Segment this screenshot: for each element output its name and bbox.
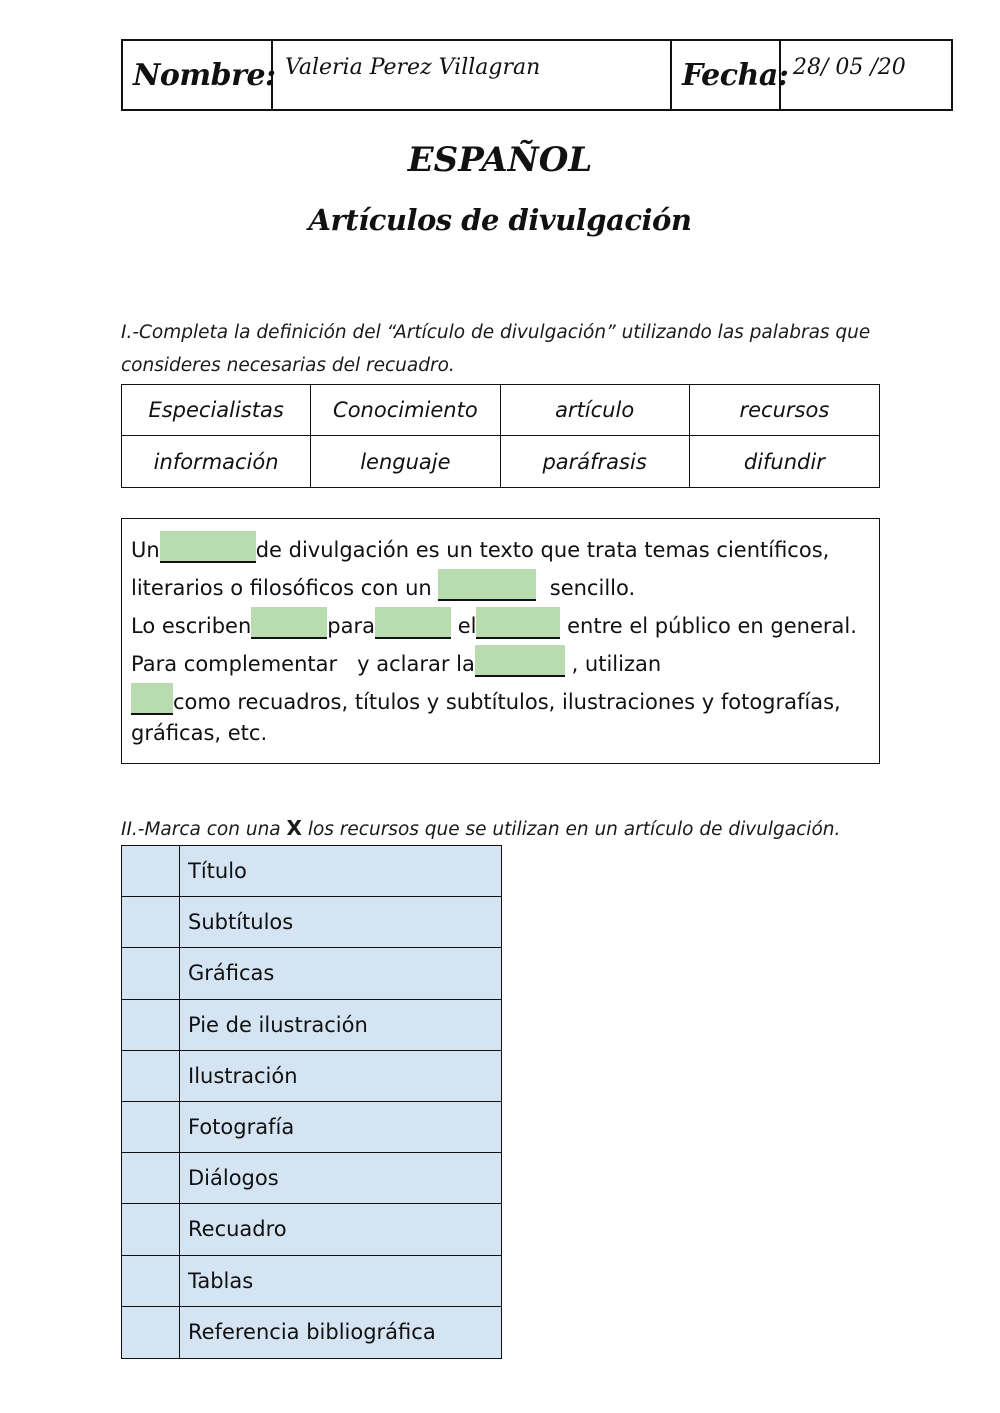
text: entre el público en general. [567, 614, 857, 638]
table-row [122, 1102, 501, 1153]
blank-field-4[interactable] [375, 607, 451, 639]
text: de divulgación es un texto que trata temas científicos, [255, 538, 830, 562]
instruction-1-line1: I.-Completa la definición del “Artículo de divulgación” utilizando las palabras que [121, 322, 871, 343]
paragraph-line-2 [131, 569, 635, 601]
definition-paragraph [121, 518, 880, 764]
table-row [122, 948, 501, 999]
word-bank-item: Especialistas [122, 385, 311, 436]
text: el [457, 614, 477, 638]
word-bank-item: artículo [501, 385, 690, 436]
blank-field-3[interactable] [251, 607, 327, 639]
blank-field-1[interactable] [160, 531, 256, 563]
resource-label: Ilustración [188, 1063, 298, 1088]
word-bank [121, 384, 880, 488]
checkbox-cell[interactable] [122, 1256, 180, 1306]
page-subtitle: Artículos de divulgación [308, 203, 692, 237]
instruction-2 [121, 816, 840, 840]
table-row [122, 1153, 501, 1204]
word-bank-item: lenguaje [311, 436, 500, 487]
checkbox-cell[interactable] [122, 1307, 180, 1358]
blank-field-6[interactable] [475, 645, 565, 677]
instruction-1-line2: consideres necesarias del recuadro. [121, 355, 455, 376]
resource-label: Subtítulos [188, 910, 294, 935]
table-row [122, 1204, 501, 1255]
resource-label: Diálogos [188, 1166, 279, 1191]
text: sencillo. [549, 576, 636, 600]
checkbox-cell[interactable] [122, 897, 180, 947]
text: Para complementar y aclarar la [131, 652, 475, 676]
word-bank-item: difundir [743, 449, 825, 474]
word-bank-item: información [122, 436, 311, 487]
paragraph-line-4 [131, 645, 661, 677]
word-bank-item: paráfrasis [501, 436, 690, 487]
paragraph-line-3 [131, 607, 857, 639]
table-row [122, 846, 501, 897]
resource-label: Tablas [188, 1268, 254, 1293]
table-row [122, 1307, 501, 1358]
blank-field-7[interactable] [131, 683, 173, 715]
paragraph-line-5 [131, 683, 841, 715]
resource-label: Gráficas [188, 961, 275, 986]
resource-label: Pie de ilustración [188, 1012, 368, 1037]
resource-label: Recuadro [188, 1217, 287, 1242]
checkbox-cell[interactable] [122, 948, 180, 998]
table-row [122, 1256, 501, 1307]
checkbox-cell[interactable] [122, 1051, 180, 1101]
text: como recuadros, títulos y subtítulos, ilustraciones y fotografías, [173, 690, 841, 714]
checkbox-cell[interactable] [122, 1153, 180, 1203]
text: para [327, 614, 375, 638]
table-row [122, 897, 501, 948]
resource-label: Referencia bibliográfica [188, 1320, 436, 1345]
resources-checklist [121, 845, 502, 1359]
date-label: Fecha: [672, 41, 781, 109]
table-row [122, 1000, 501, 1051]
text: Un [131, 538, 160, 562]
resource-label: Fotografía [188, 1115, 295, 1140]
text: los recursos que se utilizan en un artículo de divulgación. [301, 819, 841, 840]
text: Lo escriben [131, 614, 252, 638]
blank-field-2[interactable] [438, 569, 536, 601]
date-field[interactable]: 28/ 05 /20 [793, 55, 906, 80]
page-title: ESPAÑOL [407, 140, 593, 180]
resource-label: Título [188, 859, 247, 884]
paragraph-line-6 [131, 721, 267, 745]
paragraph-line-1 [131, 531, 829, 563]
x-mark-text: X [286, 816, 302, 840]
word-bank-item: Conocimiento [311, 385, 500, 436]
checkbox-cell[interactable] [122, 1204, 180, 1254]
checkbox-cell[interactable] [122, 1102, 180, 1152]
checkbox-cell[interactable] [122, 1000, 180, 1050]
word-bank-item: recursos [690, 385, 879, 436]
text: , utilizan [571, 652, 662, 676]
text: gráficas, etc. [131, 721, 268, 745]
checkbox-cell[interactable] [122, 846, 180, 896]
table-row [122, 1051, 501, 1102]
name-field[interactable]: Valeria Perez Villagran [273, 41, 672, 109]
blank-field-5[interactable] [476, 607, 560, 639]
text: II.-Marca con una [121, 819, 287, 840]
header-table [121, 39, 953, 111]
text: literarios o filosóficos con un [131, 576, 432, 600]
name-label: Nombre: [123, 41, 273, 109]
